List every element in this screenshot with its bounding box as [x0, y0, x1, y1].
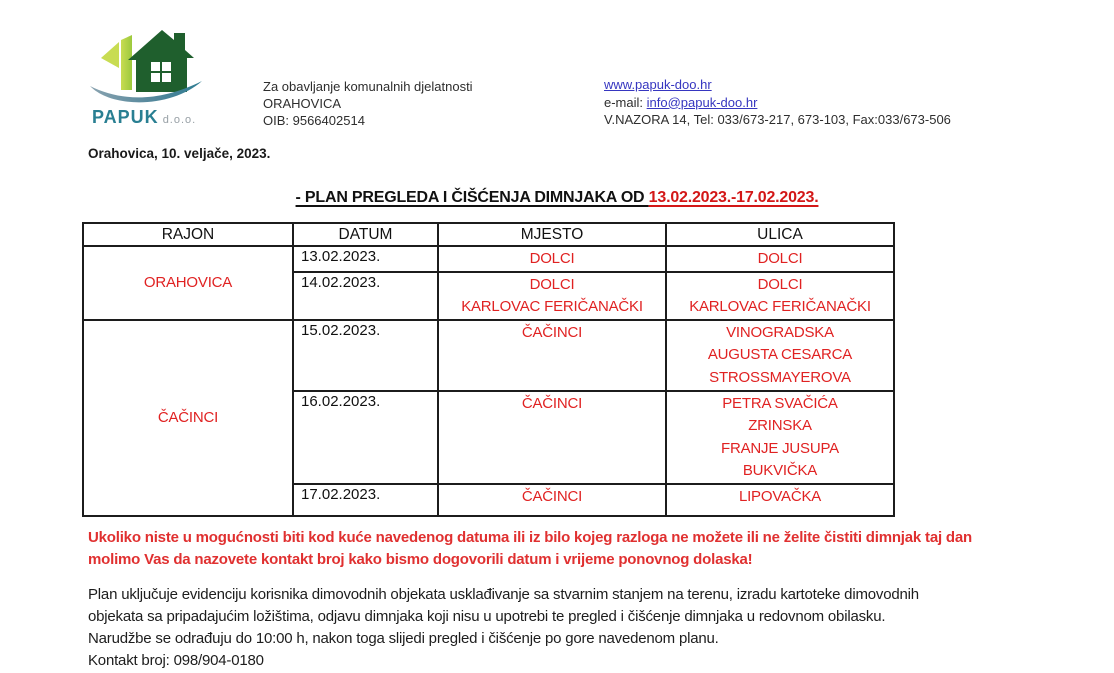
cell-datum: 13.02.2023. [293, 246, 438, 272]
cell-ulica [666, 391, 894, 484]
place-line: DOLCI [529, 250, 575, 267]
table-row [83, 246, 894, 272]
notice-line: Ukoliko niste u mogućnosti biti kod kuće navedenog datuma ili iz bilo kojeg razloga ne možete ili ne želite čistiti dimnjak taj dan [88, 529, 972, 546]
email-label: e-mail: [604, 94, 647, 110]
brand-line [88, 107, 218, 128]
email-link[interactable]: info@papuk-doo.hr [646, 94, 758, 110]
street-line: AUGUSTA CESARCA [707, 346, 853, 363]
col-header-datum: DATUM [293, 223, 438, 246]
info-line: Narudžbe se odrađuju do 10:00 h, nakon toga slijedi pregled i čišćenje po gore navedenom planu. [88, 630, 719, 647]
street-line: FRANJE JUSUPA [721, 439, 839, 457]
cell-ulica [666, 320, 894, 391]
street-line: DOLCI [757, 250, 803, 267]
col-header-ulica: ULICA [666, 223, 894, 246]
place-line: ČAČINCI [521, 323, 583, 341]
place-line: ČAČINCI [521, 394, 583, 412]
cell-datum: 16.02.2023. [293, 391, 438, 484]
cell-datum: 15.02.2023. [293, 320, 438, 391]
plan-description [88, 584, 919, 672]
papuk-logo [88, 24, 218, 128]
cell-mjesto [438, 484, 666, 516]
info-line: objekata sa pripadajućim ložištima, odjavu dimnjaka koji nisu u upotrebi te pregled i čišćenje dimnjaka u redovnom obilasku. [88, 608, 886, 625]
street-line: LIPOVAČKA [738, 487, 822, 505]
company-activity-line: Za obavljanje komunalnih djelatnosti [263, 79, 473, 94]
info-line: Plan uključuje evidenciju korisnika dimovodnih objekata usklađivanje sa stvarnim stanjem na terenu, izradu kartoteke dimovodnih [88, 586, 919, 603]
cell-ulica [666, 484, 894, 516]
brand-suffix: d.o.o. [162, 114, 197, 126]
company-info-block [263, 78, 473, 129]
street-line: BUKVIČKA [742, 462, 818, 479]
brand-name: PAPUK [92, 107, 159, 127]
numeral-one-icon [101, 35, 132, 90]
place-line: ČAČINCI [521, 487, 583, 505]
address-phone-line: V.NAZORA 14, Tel: 033/673-217, 673-103, Fax:033/673-506 [604, 112, 951, 127]
col-header-rajon: RAJON [83, 223, 293, 246]
company-city-line: ORAHOVICA [263, 96, 342, 111]
table-header-row [83, 223, 894, 246]
page-title-daterange: 13.02.2023.-17.02.2023. [648, 189, 819, 206]
cell-datum: 14.02.2023. [293, 272, 438, 320]
cell-mjesto [438, 320, 666, 391]
street-line: VINOGRADSKA [726, 323, 834, 341]
street-line: STROSSMAYEROVA [709, 368, 851, 386]
document-dateline: Orahovica, 10. veljače, 2023. [88, 146, 271, 161]
page-title [0, 189, 1114, 207]
notice-line: molimo Vas da nazovete kontakt broj kako bismo dogovorili datum i vrijeme ponovnog dolaska! [88, 551, 753, 568]
street-line: KARLOVAC FERIČANAČKI [689, 298, 871, 315]
cell-datum: 17.02.2023. [293, 484, 438, 516]
street-line: PETRA SVAČIĆA [722, 394, 838, 412]
contact-info-block [604, 76, 951, 129]
table-row [83, 320, 894, 391]
street-line: DOLCI [757, 275, 803, 293]
cell-mjesto [438, 391, 666, 484]
papuk-logo-graphic [88, 24, 208, 106]
col-header-mjesto: MJESTO [438, 223, 666, 246]
page-title-text: - PLAN PREGLEDA I ČIŠĆENJA DIMNJAKA OD [295, 189, 649, 206]
place-line: DOLCI [529, 275, 575, 293]
cell-mjesto [438, 272, 666, 320]
cell-mjesto [438, 246, 666, 272]
cell-rajon-cacinci: ČAČINCI [83, 320, 293, 516]
schedule-table [82, 222, 895, 517]
street-line: ZRINSKA [748, 417, 812, 434]
cell-rajon-orahovica: ORAHOVICA [83, 246, 293, 320]
company-oib-line: OIB: 9566402514 [263, 113, 365, 128]
house-icon [128, 30, 194, 92]
contact-number-line: Kontakt broj: 098/904-0180 [88, 652, 264, 669]
cell-ulica [666, 246, 894, 272]
reschedule-notice [88, 527, 972, 571]
place-line: KARLOVAC FERIČANAČKI [461, 298, 643, 315]
website-link[interactable]: www.papuk-doo.hr [604, 77, 712, 92]
cell-ulica [666, 272, 894, 320]
